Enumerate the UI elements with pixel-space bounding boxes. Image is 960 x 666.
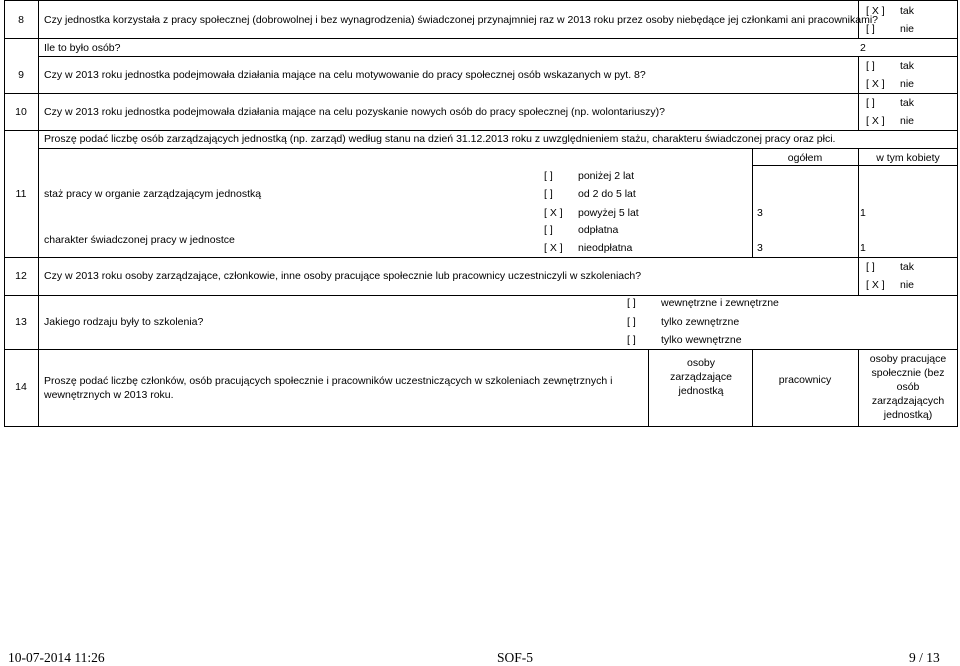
checkbox-mark: [ X ] xyxy=(544,242,563,254)
question-text: Czy w 2013 roku jednostka podejmowała działania mające na celu pozyskanie nowych osób do pracy społecznej (np. wolontariuszy)? xyxy=(44,106,666,118)
checkbox-mark: [ ] xyxy=(866,261,875,273)
row-separator xyxy=(4,349,958,350)
row-separator xyxy=(38,56,858,57)
column-header-women: w tym kobiety xyxy=(876,152,940,164)
women-count-value[interactable]: 1 xyxy=(860,242,866,254)
checkbox-label: wewnętrzne i zewnętrzne xyxy=(661,297,779,309)
row-separator xyxy=(4,257,958,258)
question-text: Jakiego rodzaju były to szkolenia? xyxy=(44,316,204,328)
checkbox-label: tak xyxy=(900,5,915,17)
row-separator xyxy=(4,130,958,131)
answer-no-checkbox[interactable] xyxy=(866,78,914,90)
checkbox-label: powyżej 5 lat xyxy=(578,207,639,219)
checkbox-mark: [ ] xyxy=(544,224,553,236)
footer-form-code: SOF-5 xyxy=(497,650,534,665)
checkbox-label: tylko zewnętrzne xyxy=(661,316,740,328)
table-border-left xyxy=(4,0,5,426)
table-border-right xyxy=(957,0,958,426)
checkbox-label: nie xyxy=(900,78,915,90)
checkbox-label: nie xyxy=(900,279,915,291)
checkbox-label: tylko wewnętrzne xyxy=(661,334,742,346)
option-checkbox[interactable] xyxy=(627,316,739,328)
checkbox-label: tak xyxy=(900,261,915,273)
q14-col-divider xyxy=(752,349,753,426)
column-header-total: ogółem xyxy=(787,152,823,164)
option-checkbox[interactable] xyxy=(627,334,742,346)
checkbox-mark: [ X ] xyxy=(866,5,885,17)
q14-col-divider xyxy=(858,349,859,426)
row-separator xyxy=(4,93,958,94)
option-checkbox[interactable] xyxy=(544,188,636,200)
question-number: 10 xyxy=(15,106,27,118)
column-header-employees: pracownicy xyxy=(778,374,832,386)
option-checkbox[interactable] xyxy=(544,170,634,182)
answer-yes-checkbox[interactable] xyxy=(866,60,914,72)
checkbox-label: tak xyxy=(900,60,915,72)
answer-yes-checkbox[interactable] xyxy=(866,97,914,109)
question-number: 8 xyxy=(18,14,24,26)
question-text: Czy w 2013 roku jednostka podejmowała działania mające na celu motywowanie do pracy społecznej osób wskazanych w pyt. 8? xyxy=(44,69,646,81)
checkbox-mark: [ X ] xyxy=(544,207,563,219)
checkbox-mark: [ ] xyxy=(627,316,636,328)
checkbox-mark: [ ] xyxy=(627,334,636,346)
question-text: Czy w 2013 roku osoby zarządzające, członkowie, inne osoby pracujące społecznie lub pracownicy uczestniczyli w szkoleniach? xyxy=(44,270,642,282)
checkbox-mark: [ ] xyxy=(866,60,875,72)
answer-yes-checkbox[interactable] xyxy=(866,5,914,17)
q14-col-divider xyxy=(648,349,649,426)
option-checkbox[interactable] xyxy=(544,242,632,254)
checkbox-mark: [ X ] xyxy=(866,115,885,127)
group-label-work-type: charakter świadczonej pracy w jednostce xyxy=(44,234,235,246)
question-number: 11 xyxy=(15,188,27,200)
answer-no-checkbox[interactable] xyxy=(866,115,914,127)
checkbox-label: nie xyxy=(900,23,915,35)
question-number: 14 xyxy=(15,381,27,393)
row-separator xyxy=(4,38,958,39)
footer-date: 10-07-2014 11:26 xyxy=(8,650,105,665)
group-label-tenure: staż pracy w organie zarządzającym jednostką xyxy=(44,188,262,200)
option-checkbox[interactable] xyxy=(544,224,618,236)
question-text: Proszę podać liczbę osób zarządzających jednostką (np. zarząd) według stanu na dzień 31.12.2013 roku z uwzględnieniem stażu, charakteru świadczonej pracy oraz płci. xyxy=(44,133,836,145)
option-checkbox[interactable] xyxy=(627,297,779,309)
total-count-value[interactable]: 3 xyxy=(757,207,763,219)
checkbox-mark: [ ] xyxy=(627,297,636,309)
women-count-value[interactable]: 1 xyxy=(860,207,866,219)
checkbox-mark: [ X ] xyxy=(866,78,885,90)
answer-no-checkbox[interactable] xyxy=(866,23,914,35)
column-header-managers: osoby zarządzające jednostką xyxy=(670,357,732,397)
option-checkbox[interactable] xyxy=(544,207,639,219)
row-separator xyxy=(38,148,958,149)
row-separator xyxy=(858,56,958,57)
table-border-top xyxy=(4,0,958,1)
footer-page-number: 9 / 13 xyxy=(909,650,940,665)
number-column-divider xyxy=(38,0,39,426)
answer-no-checkbox[interactable] xyxy=(866,279,914,291)
checkbox-mark: [ X ] xyxy=(866,279,885,291)
q11-header-separator xyxy=(752,165,958,166)
checkbox-mark: [ ] xyxy=(866,23,875,35)
question-text: Proszę podać liczbę członków, osób pracujących społecznie i pracowników uczestniczących w szkoleniach zewnętrznych i wewnętrznych w 2013 roku. xyxy=(44,375,613,401)
checkbox-label: odpłatna xyxy=(578,224,619,236)
checkbox-label: tak xyxy=(900,97,915,109)
checkbox-mark: [ ] xyxy=(544,170,553,182)
sub-question-text: Ile to było osób? xyxy=(44,42,121,54)
checkbox-label: nie xyxy=(900,115,915,127)
question-text: Czy jednostka korzystała z pracy społecznej (dobrowolnej i bez wynagrodzenia) świadczonej przynajmniej raz w 2013 roku przez osoby niebędące jej członkami ani pracownikami? xyxy=(44,14,878,26)
table-border-bottom xyxy=(4,426,958,427)
checkbox-label: poniżej 2 lat xyxy=(578,170,635,182)
checkbox-mark: [ ] xyxy=(544,188,553,200)
row-separator xyxy=(4,295,958,296)
people-count-value[interactable]: 2 xyxy=(860,42,866,54)
total-count-value[interactable]: 3 xyxy=(757,242,763,254)
question-number: 13 xyxy=(15,316,27,328)
checkbox-label: od 2 do 5 lat xyxy=(578,188,636,200)
answer-yes-checkbox[interactable] xyxy=(866,261,914,273)
column-header-volunteers: osoby pracujące społecznie (bez osób zarządzających jednostką) xyxy=(869,353,947,421)
question-number: 9 xyxy=(18,69,24,81)
answer-column-divider xyxy=(858,257,859,295)
question-number: 12 xyxy=(15,270,27,282)
checkbox-mark: [ ] xyxy=(866,97,875,109)
checkbox-label: nieodpłatna xyxy=(578,242,633,254)
